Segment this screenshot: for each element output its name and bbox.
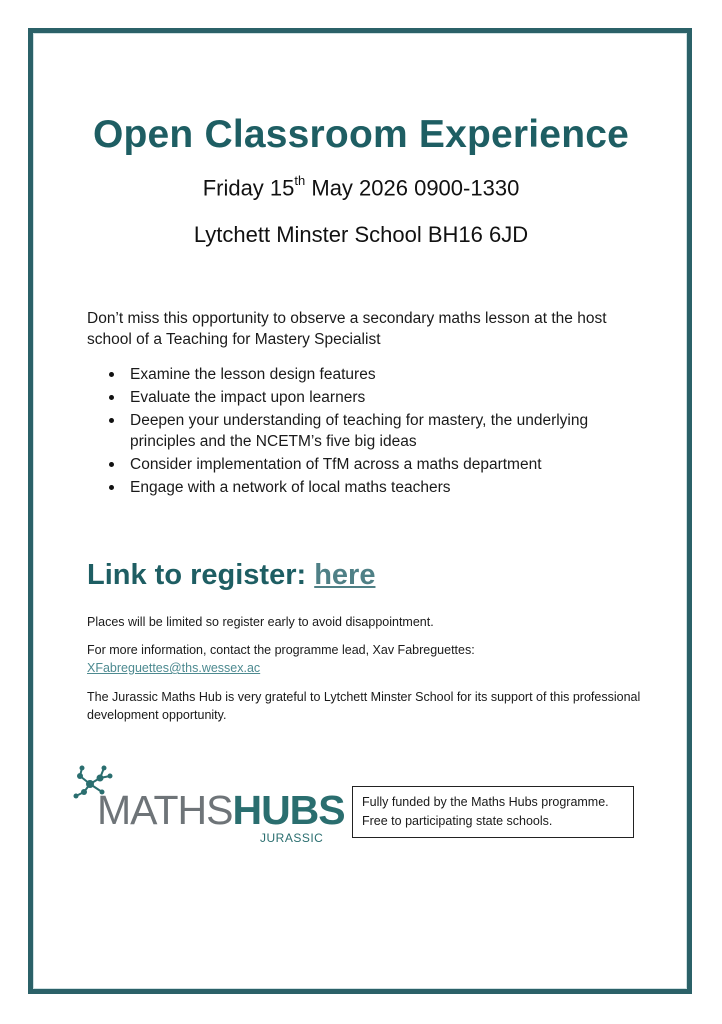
list-item: Deepen your understanding of teaching for mastery, the underlying principles and the NCETM’s five big ideas (87, 410, 647, 452)
thanks-text: The Jurassic Maths Hub is very grateful to Lytchett Minster School for its support of this professional development opportunity. (87, 690, 641, 722)
intro-text: Don’t miss this opportunity to observe a secondary maths lesson at the host school of a Teaching for Mastery Specialist (87, 310, 607, 348)
date-day: Friday 15 (202, 175, 295, 201)
funding-box (352, 786, 634, 838)
contact-info (87, 641, 647, 677)
places-note: Places will be limited so register early to avoid disappointment. (87, 615, 434, 629)
list-item: Consider implementation of TfM across a maths department (87, 454, 647, 475)
register-label: Link to register: (87, 559, 315, 591)
contact-email-link[interactable]: XFabreguettes@ths.wessex.ac (87, 661, 261, 675)
list-item: Evaluate the impact upon learners (87, 387, 647, 408)
logo-wordmark (97, 787, 345, 834)
logo-word-maths: MATHS (97, 787, 233, 833)
contact-text: For more information, contact the programme lead, Xav Fabreguettes: (87, 643, 475, 657)
register-link[interactable]: here (314, 559, 376, 591)
funding-line-1: Fully funded by the Maths Hubs programme. (362, 795, 609, 809)
benefits-list (87, 364, 647, 500)
register-heading (87, 559, 375, 592)
page-title: Open Classroom Experience (92, 113, 630, 156)
list-item: Engage with a network of local maths teachers (87, 477, 647, 498)
date-rest: May 2026 0900-1330 (305, 175, 520, 201)
maths-hubs-logo (70, 762, 345, 852)
funding-line-2: Free to participating state schools. (362, 814, 553, 828)
event-date (0, 175, 722, 201)
event-venue: Lytchett Minster School BH16 6JD (193, 222, 529, 247)
logo-word-hubs: HUBS (232, 787, 345, 833)
logo-subtitle: JURASSIC (260, 831, 324, 845)
list-item: Examine the lesson design features (87, 364, 647, 385)
date-suffix: th (294, 173, 306, 188)
